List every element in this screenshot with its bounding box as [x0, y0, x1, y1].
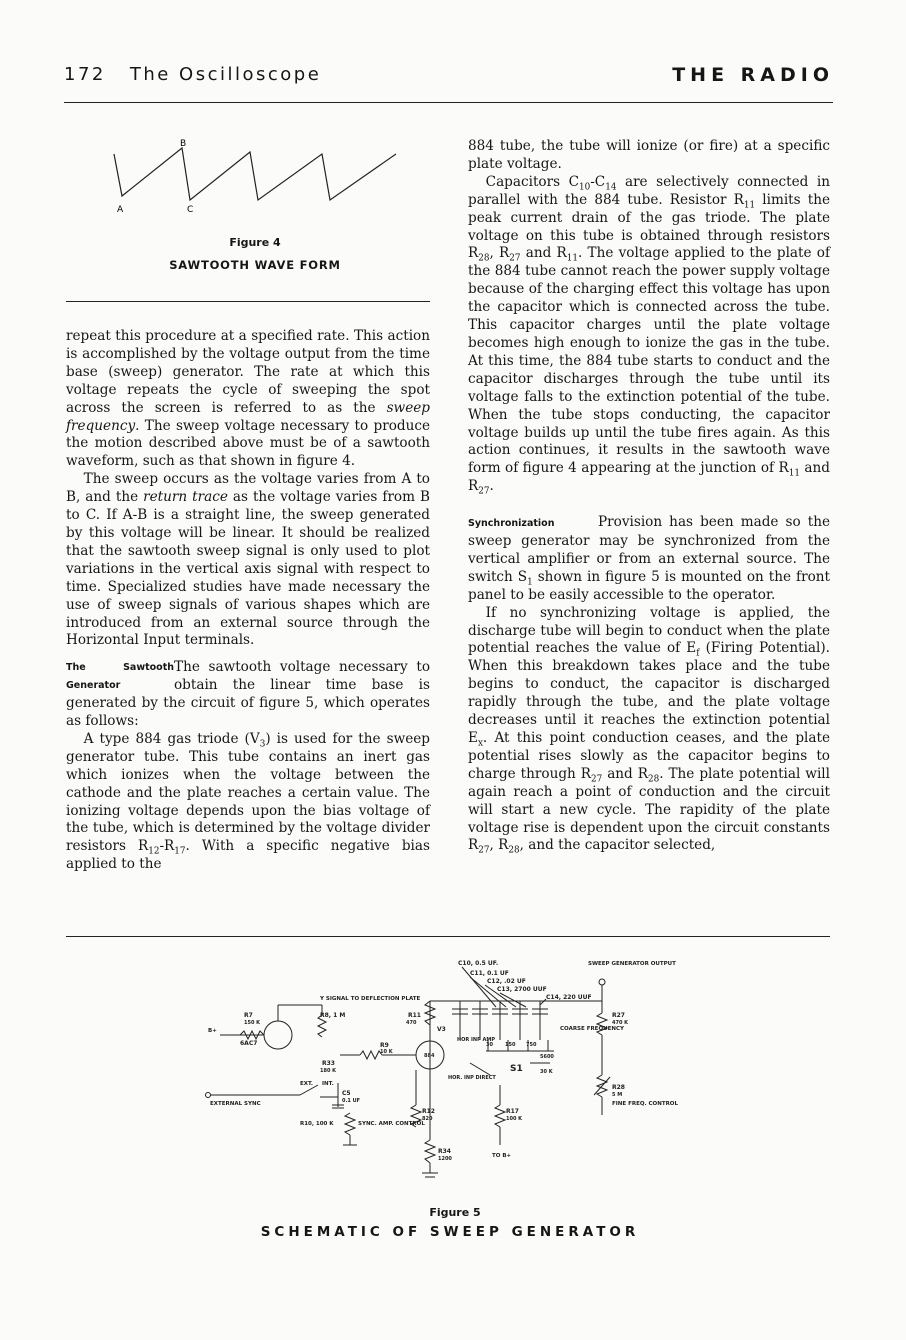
- sawtooth-waveform: [114, 148, 396, 200]
- header-rule: [64, 102, 833, 103]
- label-c11: C11, 0.1 UF: [470, 970, 509, 977]
- label-s1: S1: [510, 1064, 523, 1074]
- paragraph: Capacitors $C_{10}-C_{14}$ are selectively connected in parallel with the 884 tube. Resistor $R_{11}$ limits the peak current drain of the gas triode. The plate voltage on this tube is obtained through resistors $R_{28}$, $R_{27}$ and $R_{11}$. The voltage applied to the plate of the 884 tube cannot reach the power supply voltage because of the charging effect this voltage has upon the capacitor which is connected across the tube. This capacitor charges until the plate voltage becomes high enough to ionize the gas in the tube. At this time, the 884 tube starts to conduct and the capacitor discharges through the tube until its voltage falls to the extinction potential of the tube. When the tube stops conducting, the capacitor voltage builds up until the tube fires again. As this action continues, it results in the sawtooth wave form of figure 4 appearing at the junction of $R_{11}$ and $R_{27}$.: [468, 173, 831, 497]
- label-b-plus-left: B+: [208, 1028, 217, 1034]
- paragraph: A type 884 gas triode $(V_3)$ is used for the sweep generator tube. This tube contains an inert gas which ionizes when the voltage between the cathode and the plate reaches a certain value. The ionizing voltage depends upon the bias voltage of the tube, which is determined by the voltage divider resistors $R_{12}-R_{17}$. With a specific negative bias applied to the: [66, 730, 431, 873]
- label-c13: C13, 2700 UUF: [497, 986, 547, 993]
- page-number: 172: [64, 64, 106, 85]
- label-r28-value: 5 M: [612, 1092, 623, 1098]
- label-r8: R8, 1 M: [320, 1012, 346, 1019]
- sidehead-sawtooth-generator: The Sawtooth Generator: [66, 662, 174, 692]
- label-r33-value: 180 K: [320, 1068, 337, 1074]
- running-header-left: [64, 64, 321, 85]
- label-r9-value: 10 K: [380, 1049, 393, 1055]
- label-c10: C10, 0.5 UF.: [458, 960, 499, 967]
- label-r28: R28: [612, 1084, 625, 1091]
- right-column: [468, 138, 830, 855]
- label-to-b-plus: TO B+: [492, 1153, 512, 1159]
- label-r12-value: 820: [422, 1116, 433, 1122]
- label-r11-value: 470: [406, 1020, 417, 1026]
- figure5-schematic: [200, 945, 700, 1195]
- synchronization-section: [468, 514, 830, 605]
- label-6ac7: 6AC7: [240, 1040, 258, 1047]
- label-r17: R17: [506, 1108, 519, 1115]
- left-column: [66, 328, 430, 874]
- label-c5-value: 0.1 UF: [342, 1098, 361, 1104]
- label-sync-amp: SYNC. AMP. CONTROL: [358, 1121, 425, 1127]
- paragraph: If no synchronizing voltage is applied, the discharge tube will begin to conduct when the plate potential reaches the value of $E_f$ (Firing Potential). When this breakdown takes place and the tube begins to conduct, the capacitor is discharged rapidly through the tube, and the plate voltage decreases until it reaches the extinction potential $E_x$. At this point conduction ceases, and the plate potential rises slowly as the capacitor begins to charge through $R_{27}$ and $R_{28}$. The plate potential will again reach a point of conduction and the circuit will start a new cycle. The rapidity of the plate voltage rise is dependent upon the circuit constants $R_{27}$, $R_{28}$, and the capacitor selected,: [468, 604, 830, 857]
- paragraph: The sweep occurs as the voltage varies from A to B, and the return trace as the voltage varies from B to C. If A-B is a straight line, the sweep generated by this voltage will be linear. It should be realized that the sawtooth sweep signal is only used to plot variations in the vertical axis signal with respect to time. Specialized studies have made necessary the use of sweep signals of various shapes which are introduced from an external source through the Horizontal Input terminals.: [66, 471, 430, 649]
- section-title: The Oscilloscope: [129, 64, 322, 85]
- label-r12: R12: [422, 1108, 435, 1115]
- point-b-label: B: [180, 139, 187, 149]
- label-r27-value: 470 K: [612, 1020, 629, 1026]
- label-30: 30: [486, 1042, 493, 1048]
- label-r7: R7: [244, 1012, 253, 1019]
- label-r7-value: 150 K: [244, 1020, 261, 1026]
- label-c12: C12, .02 UF: [487, 978, 526, 985]
- label-hor-inp-direct: HOR. INP DIRECT: [448, 1075, 496, 1081]
- sidehead-synchronization: Synchronization: [468, 518, 555, 530]
- label-external-sync: EXTERNAL SYNC: [210, 1101, 261, 1107]
- label-r10: R10, 100 K: [300, 1121, 334, 1127]
- label-y-signal: Y SIGNAL TO DEFLECTION PLATE: [320, 996, 421, 1002]
- label-r11: R11: [408, 1012, 421, 1019]
- figure5-title: SCHEMATIC OF SWEEP GENERATOR: [260, 1224, 640, 1240]
- paragraph: Synchronization Provision has been made so the sweep generator may be synchronized from the vertical amplifier or from an external source. The switch $S_1$ shown in figure 5 is mounted on the front panel to be easily accessible to the operator.: [468, 514, 830, 603]
- figure4-rule: [66, 301, 430, 302]
- label-int: INT.: [322, 1081, 334, 1087]
- label-v3-type: 884: [424, 1053, 435, 1059]
- label-r34: R34: [438, 1148, 451, 1155]
- figure5-label: Figure 5: [429, 1206, 481, 1219]
- paragraph: The sawtooth voltage necessary to obtain the linear time base is generated by the circuit of figure 5, which operates as follows:: [66, 659, 430, 730]
- figure4-title: SAWTOOTH WAVE FORM: [169, 258, 341, 272]
- label-fine-freq: FINE FREQ. CONTROL: [612, 1101, 678, 1107]
- figure4-label: Figure 4: [229, 236, 281, 249]
- label-hor-inp-amp: HOR INP AMP: [457, 1037, 495, 1043]
- point-a-label: A: [117, 205, 124, 215]
- label-750: 750: [526, 1042, 537, 1048]
- book-title: THE RADIO: [672, 64, 834, 86]
- label-5600: 5600: [540, 1054, 554, 1060]
- paragraph: 884 tube, the tube will ionize (or fire) at a specific plate voltage.: [468, 138, 830, 172]
- paragraph: repeat this procedure at a specified rate. This action is accomplished by the voltage output from the time base (sweep) generator. The rate at which this voltage repeats the cycle of sweeping the spot across the screen is referred to as the sweep frequency. The sweep voltage necessary to produce the motion described above must be of a sawtooth waveform, such as that shown in figure 4.: [66, 328, 430, 470]
- label-c14: C14, 220 UUF: [546, 994, 592, 1001]
- sawtooth-generator-section: [66, 659, 430, 731]
- label-v3: V3: [437, 1026, 446, 1033]
- label-150: 150: [505, 1042, 516, 1048]
- label-r27: R27: [612, 1012, 625, 1019]
- label-r17-value: 100 K: [506, 1116, 523, 1122]
- figure5-rule: [66, 936, 830, 937]
- label-r34-value: 1200: [438, 1156, 452, 1162]
- figure4-sawtooth-diagram: [100, 136, 410, 216]
- point-c-label: C: [187, 205, 194, 215]
- label-coarse-frequency: COARSE FREQUENCY: [560, 1026, 624, 1032]
- label-sweep-output: SWEEP GENERATOR OUTPUT: [588, 961, 676, 967]
- label-c5: C5: [342, 1090, 351, 1097]
- label-r9: R9: [380, 1042, 389, 1049]
- label-ext: EXT.: [300, 1081, 314, 1087]
- label-r33: R33: [322, 1060, 335, 1067]
- label-30k: 30 K: [540, 1069, 553, 1075]
